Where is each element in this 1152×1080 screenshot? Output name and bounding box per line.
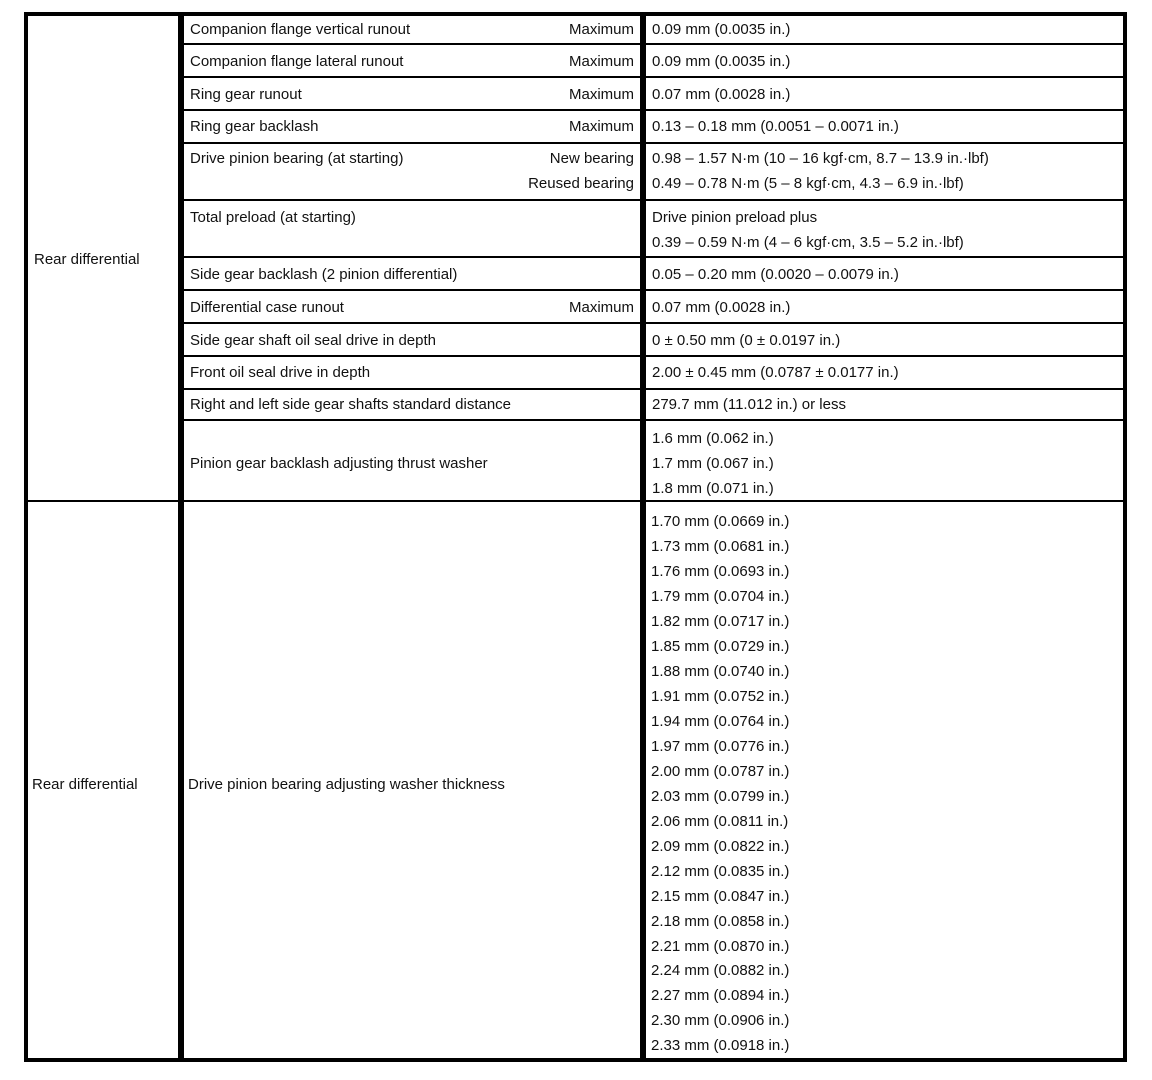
spec-item: Pinion gear backlash adjusting thrust washer [190, 455, 488, 472]
spec-value: 1.85 mm (0.0729 in.) [651, 638, 790, 655]
spec-value: 0.49 – 0.78 N·m (5 – 8 kgf·cm, 4.3 – 6.9 in.·lbf) [652, 175, 964, 192]
row-divider [182, 109, 1123, 111]
spec-item: Front oil seal drive in depth [190, 364, 371, 381]
spec-condition: Maximum [568, 118, 634, 135]
spec-value: 279.7 mm (11.012 in.) or less [652, 396, 846, 413]
spec-item: Side gear backlash (2 pinion differential) [190, 266, 458, 283]
spec-condition: Maximum [568, 21, 634, 38]
spec-value: 1.8 mm (0.071 in.) [652, 480, 774, 497]
spec-value: 2.24 mm (0.0882 in.) [651, 962, 790, 979]
spec-value: 2.06 mm (0.0811 in.) [651, 813, 789, 830]
spec-value: 1.73 mm (0.0681 in.) [651, 538, 790, 555]
spec-condition: Maximum [568, 299, 634, 316]
section-label: Rear differential [34, 251, 140, 268]
spec-value: 1.76 mm (0.0693 in.) [651, 563, 790, 580]
spec-value: 2.21 mm (0.0870 in.) [651, 938, 790, 955]
spec-value: 2.12 mm (0.0835 in.) [651, 863, 790, 880]
spec-item: Drive pinion bearing adjusting washer thickness [188, 776, 505, 793]
spec-item: Right and left side gear shafts standard distance [190, 396, 512, 413]
spec-value: 2.30 mm (0.0906 in.) [651, 1012, 790, 1029]
row-divider [182, 256, 1123, 258]
spec-item: Companion flange vertical runout [190, 21, 411, 38]
spec-table [24, 12, 1127, 1062]
spec-value: 0.39 – 0.59 N·m (4 – 6 kgf·cm, 3.5 – 5.2 in.·lbf) [652, 234, 964, 251]
row-divider [182, 76, 1123, 78]
spec-value: 1.88 mm (0.0740 in.) [651, 663, 790, 680]
section-divider [26, 500, 1123, 502]
row-divider [182, 388, 1123, 390]
spec-value: 1.7 mm (0.067 in.) [652, 455, 774, 472]
spec-value: 1.82 mm (0.0717 in.) [651, 613, 790, 630]
spec-value: 2.33 mm (0.0918 in.) [651, 1037, 790, 1054]
row-divider [182, 419, 1123, 421]
spec-value: 2.18 mm (0.0858 in.) [651, 913, 790, 930]
spec-value: 0.09 mm (0.0035 in.) [652, 21, 791, 38]
spec-value: 2.27 mm (0.0894 in.) [651, 987, 790, 1004]
spec-item: Side gear shaft oil seal drive in depth [190, 332, 436, 349]
row-divider [182, 289, 1123, 291]
spec-value: 2.15 mm (0.0847 in.) [651, 888, 790, 905]
spec-value: 1.94 mm (0.0764 in.) [651, 713, 790, 730]
spec-item: Drive pinion bearing (at starting) [190, 150, 404, 167]
row-divider [182, 142, 1123, 144]
spec-condition: Reused bearing [528, 175, 634, 192]
spec-value: 0 ± 0.50 mm (0 ± 0.0197 in.) [652, 332, 841, 349]
spec-value: 1.70 mm (0.0669 in.) [651, 513, 790, 530]
spec-condition: Maximum [568, 86, 634, 103]
row-divider [182, 322, 1123, 324]
column-divider-section [178, 12, 184, 1062]
spec-value: 1.79 mm (0.0704 in.) [651, 588, 790, 605]
spec-item: Ring gear runout [190, 86, 302, 103]
spec-value: 0.07 mm (0.0028 in.) [652, 86, 791, 103]
spec-value: 1.97 mm (0.0776 in.) [651, 738, 790, 755]
spec-value: 0.07 mm (0.0028 in.) [652, 299, 791, 316]
row-divider [182, 43, 1123, 45]
spec-value: 0.98 – 1.57 N·m (10 – 16 kgf·cm, 8.7 – 13.9 in.·lbf) [652, 150, 989, 167]
spec-item: Differential case runout [190, 299, 344, 316]
spec-condition: Maximum [568, 53, 634, 70]
row-divider [182, 199, 1123, 201]
spec-value: 2.09 mm (0.0822 in.) [651, 838, 790, 855]
spec-value: 1.91 mm (0.0752 in.) [651, 688, 790, 705]
spec-value: 2.03 mm (0.0799 in.) [651, 788, 790, 805]
spec-item: Total preload (at starting) [190, 209, 356, 226]
spec-item: Companion flange lateral runout [190, 53, 404, 70]
spec-item: Ring gear backlash [190, 118, 319, 135]
column-divider-value [640, 12, 646, 1062]
spec-value: 0.05 – 0.20 mm (0.0020 – 0.0079 in.) [652, 266, 899, 283]
spec-condition: New bearing [549, 150, 634, 167]
spec-value: Drive pinion preload plus [652, 209, 818, 226]
section-label: Rear differential [32, 776, 138, 793]
row-divider [182, 355, 1123, 357]
spec-value: 2.00 ± 0.45 mm (0.0787 ± 0.0177 in.) [652, 364, 899, 381]
spec-value: 0.09 mm (0.0035 in.) [652, 53, 791, 70]
spec-value: 1.6 mm (0.062 in.) [652, 430, 774, 447]
spec-value: 0.13 – 0.18 mm (0.0051 – 0.0071 in.) [652, 118, 899, 135]
spec-value: 2.00 mm (0.0787 in.) [651, 763, 790, 780]
